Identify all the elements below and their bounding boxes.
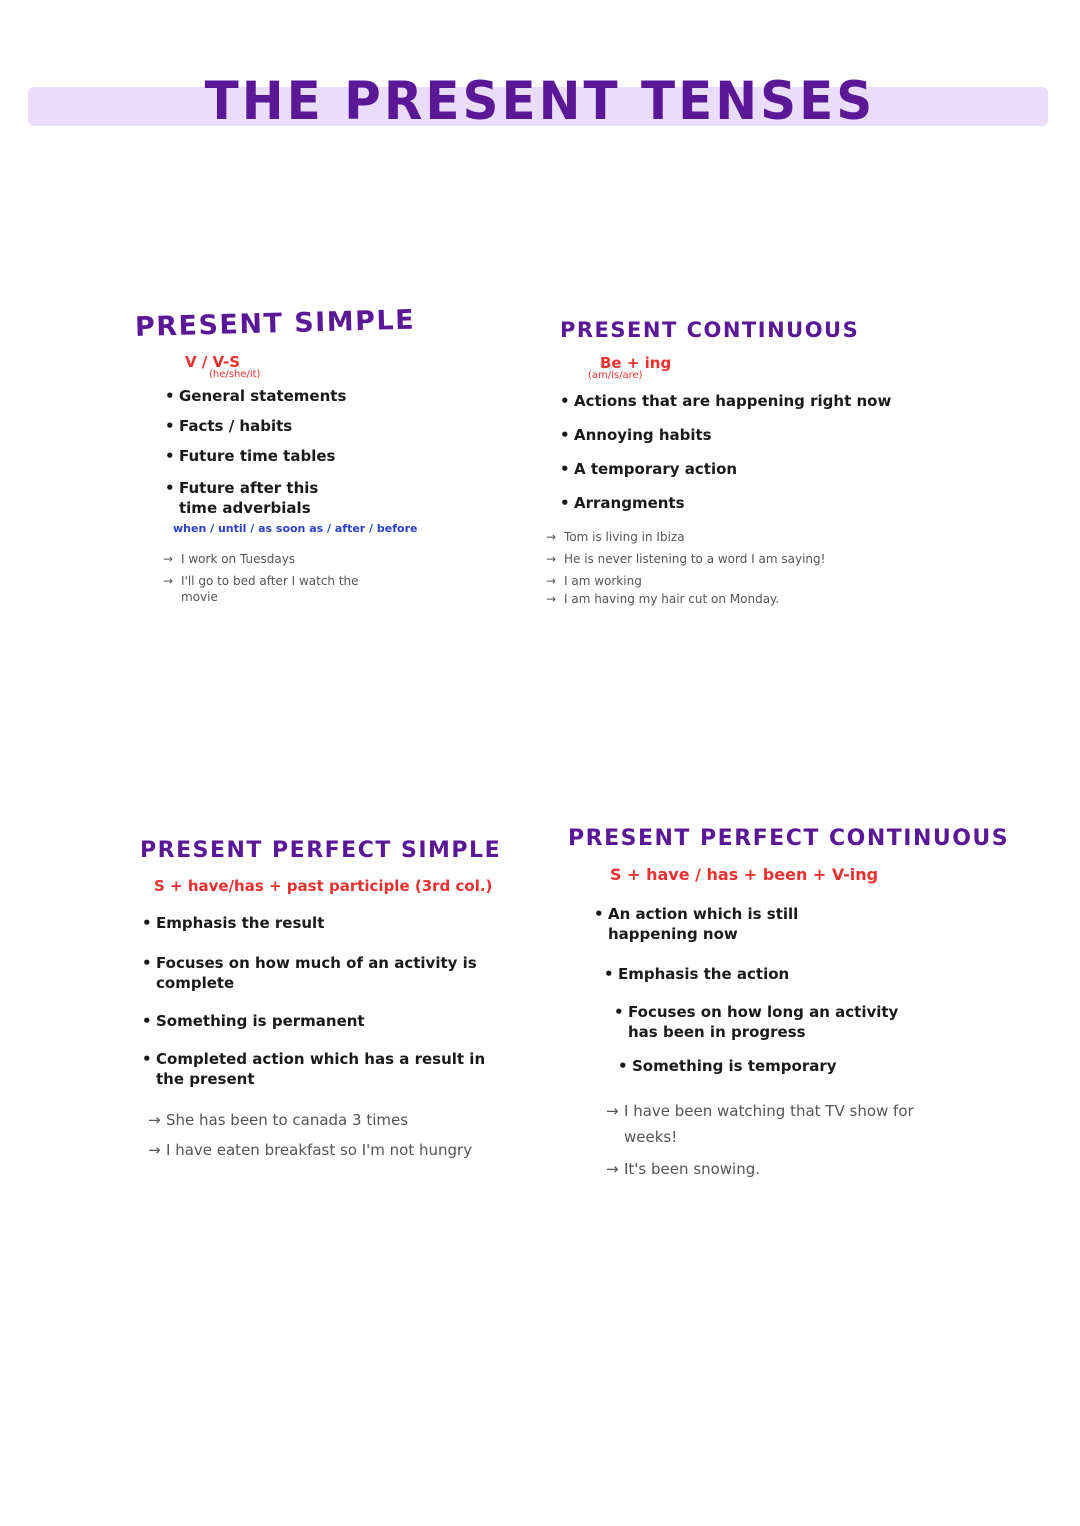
list-item: • Arrangments (560, 493, 1040, 513)
list-item: • Focuses on how much of an activity is complete (142, 953, 486, 993)
list-item: • Future time tables (165, 446, 395, 466)
list-item: • Something is temporary (618, 1056, 914, 1076)
bullet-list (560, 391, 1040, 513)
list-item: • General statements (165, 386, 395, 406)
formula-note: (am/is/are) (588, 370, 643, 381)
list-item: • Emphasis the action (604, 964, 914, 984)
list-item: → I am working (546, 573, 926, 589)
list-item: • Something is permanent (142, 1011, 502, 1031)
list-item: • A temporary action (560, 459, 1040, 479)
list-item: • Emphasis the result (142, 913, 502, 933)
list-item: → He is never listening to a word I am saying! (546, 551, 926, 567)
list-item: • Future after this time adverbials (165, 478, 349, 518)
formula: S + have/has + past participle (3rd col.) (154, 877, 493, 895)
section-present-continuous (560, 318, 1040, 607)
example-list (163, 551, 378, 605)
list-item: • Facts / habits (165, 416, 395, 436)
conjunction-list: when / until / as soon as / after / before (173, 522, 418, 535)
list-item: • Focuses on how long an activity has been in progress (614, 1002, 918, 1042)
page-title: THE PRESENT TENSES (204, 70, 876, 132)
section-present-perfect-continuous (568, 826, 1048, 1182)
list-item: → I'll go to bed after I watch the movie (163, 573, 378, 605)
list-item: → I have been watching that TV show for weeks! (606, 1098, 936, 1150)
formula-note: (he/she/it) (209, 369, 261, 380)
bullet-list (165, 386, 395, 518)
example-list (546, 529, 926, 607)
section-heading: PRESENT CONTINUOUS (560, 318, 860, 342)
list-item: • Actions that are happening right now (560, 391, 1040, 411)
section-heading: PRESENT SIMPLE (134, 304, 416, 343)
formula: Be + ing (600, 354, 672, 372)
list-item: • An action which is still happening now (594, 904, 858, 944)
example-list (148, 1107, 478, 1163)
list-item: → I am having my hair cut on Monday. (546, 591, 926, 607)
formula: S + have / has + been + V-ing (610, 865, 879, 884)
list-item: → I work on Tuesdays (163, 551, 378, 567)
list-item: → Tom is living in Ibiza (546, 529, 926, 545)
list-item: → I have eaten breakfast so I'm not hungry (148, 1137, 478, 1163)
list-item: → It's been snowing. (606, 1156, 936, 1182)
list-item: → She has been to canada 3 times (148, 1107, 478, 1133)
list-item: • Completed action which has a result in the present (142, 1049, 501, 1089)
section-heading: PRESENT PERFECT CONTINUOUS (568, 826, 1010, 851)
example-list (606, 1098, 936, 1182)
section-heading: PRESENT PERFECT SIMPLE (140, 838, 502, 863)
bullet-list (142, 913, 502, 1089)
bullet-list (594, 904, 914, 1076)
list-item: • Annoying habits (560, 425, 1040, 445)
formula: V / V-S (185, 353, 241, 371)
section-present-simple (134, 304, 465, 605)
section-present-perfect-simple (140, 838, 520, 1163)
